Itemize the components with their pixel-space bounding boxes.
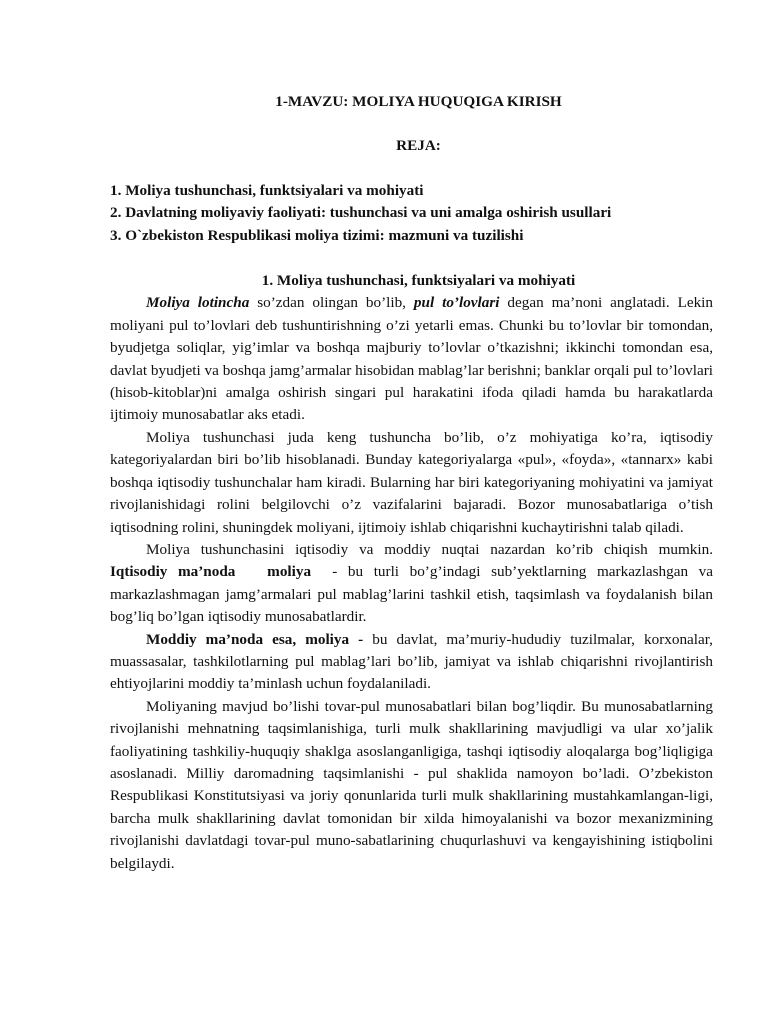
term-pul-tolovlari: pul to’lovlari bbox=[413, 294, 500, 312]
term-iqtisodiy-manoda: Iqtisodiy ma’noda moliya bbox=[110, 563, 312, 581]
plan-list bbox=[110, 180, 713, 247]
paragraph-5: Moliyaning mavjud bo’lishi tovar-pul munosabatlari bilan bog’liqdir. Bu munosabatlarning rivojlanishi mehnatning taqsimlanishiga, turli mulk shakllarining mavjudligi va ular xo’jalik faoliyatining tashkiliy-huquqiy shaklga asoslanganligiga, tashqi iqtisodiy aloqalarga bog’liqligiga asoslanadi. Milliy daromadning taqsimlanishi - pul shaklida namoyon bo’ladi. O’zbekiston Respublikasi Konstitutsiyasi va joriy qonunlarida turli mulk shakllarining mustahkamlangan-ligi, barcha mulk shakllarining davlat tomonidan bir xilda himoyalanishi va bozor mexanizmining rivojlanishi davlatdagi tovar-pul muno-sabatlarining chuqurlashuvi va kengayishining istiqbolini belgilaydi. bbox=[110, 697, 713, 872]
term-moliya-lotincha: Moliya lotincha bbox=[146, 294, 250, 312]
plan-title: REJA: bbox=[396, 137, 441, 155]
paragraph-4 bbox=[110, 629, 713, 696]
paragraph-3 bbox=[110, 539, 717, 629]
document-page bbox=[110, 91, 717, 875]
paragraph-1-text-a: so’zdan olingan bo’lib, bbox=[249, 294, 414, 312]
plan-item-1: 1. Moliya tushunchasi, funktsiyalari va mohiyati bbox=[110, 181, 424, 199]
paragraph-4-text: bu davlat, ma’muriy-hududiy tuzilmalar, korxonalar, muassasalar, tashkilotlarning pul mablag’lari bo’lib, jamiyat va ishlab chiqarishni rivojlantirish ehtiyojlarini moddiy ta’minlash uchun foydalaniladi. bbox=[110, 630, 713, 693]
plan-item-3: 3. O`zbekiston Respublikasi moliya tizimi: mazmuni va tuzilishi bbox=[110, 226, 524, 244]
paragraph-2: Moliya tushunchasi juda keng tushuncha bo’lib, o’z mohiyatiga ko’ra, iqtisodiy kategoriyalardan biri bo’lib hisoblanadi. Bunday kategoriyalarga «pul», «foyda», «tannarx» kabi boshqa iqtisodiy tushunchalar ham kiradi. Bularning har biri kategoriyaning mohiyatini va jamiyat rivojlanishidagi rolini belgilovchi o’z vazifalarini bajaradi. Bozor munosabatlariga o’tish iqtisodning rolini, shuningdek moliyani, ijtimoiy ishlab chiqarishni kuchaytirishni talab qiladi. bbox=[110, 428, 713, 536]
topic-title: 1-MAVZU: MOLIYA HUQUQIGA KIRISH bbox=[275, 93, 562, 110]
term-moddiy-manoda: Moddiy ma’noda esa, moliya - bbox=[146, 630, 364, 648]
paragraph-3-text-b: - bu turli bo’g’indagi sub’yektlarning markazlashgan va markazlashmagan jamg’armalari pul mablag’larini tashkil etish, taqsimlash va foydalanish bilan bog’liq bo’lgan iqtisodiy munosabatlardir. bbox=[110, 563, 717, 626]
section-title: 1. Moliya tushunchasi, funktsiyalari va mohiyati bbox=[261, 272, 576, 290]
plan-item-2: 2. Davlatning moliyaviy faoliyati: tushunchasi va uni amalga oshirish usullari bbox=[110, 204, 612, 222]
paragraph-1-text-b: degan ma’noni anglatadi. Lekin moliyani pul to’lovlari deb tushuntirishning o’zi yetarli emas. Chunki bu to’lovlar bir tomondan, byudjetga soliqlar, yig’imlar va boshqa majburiy to’lovlar o’tkazishni; ikkinchi tomondan esa, davlat byudjeti va boshqa jamg’armalar hisobidan mablag’lar berishni; banklar orqali pul to’lovlari (hisob-kitoblar)ni amalga oshirish singari pul harakatini ifoda qiladi hamda bu harakatlarda ijtimoiy munosabatlar aks etadi. bbox=[110, 294, 713, 424]
paragraph-1 bbox=[110, 292, 713, 426]
paragraph-3-text-a: Moliya tushunchasini iqtisodiy va moddiy nuqtai nazardan ko’rib chiqish mumkin. bbox=[146, 540, 713, 558]
